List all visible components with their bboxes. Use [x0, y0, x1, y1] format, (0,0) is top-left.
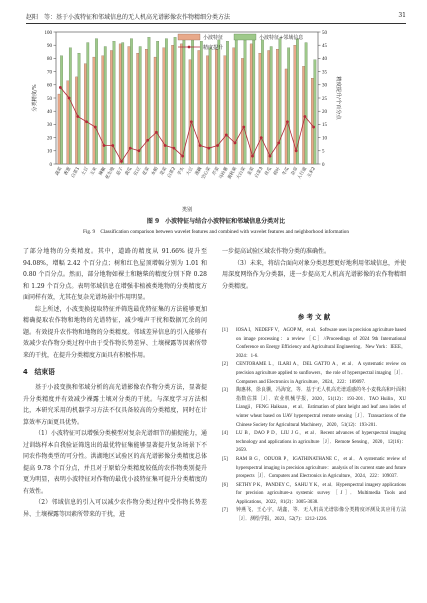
reference-text: LU B，DAO P D，LIU J G，et al．Recent advances of hyperspectral imaging technology and applications in agriculture［J］．Remote Sensing，2020，12(16)：2659.: [236, 431, 406, 454]
reference-item: [222, 456, 406, 482]
bar-wavelet: [110, 50, 112, 164]
bar-wavelet: [233, 48, 235, 164]
y2-tick-label: 10: [322, 136, 327, 142]
bar-wavelet: [84, 64, 86, 164]
x-tick-label: 香葱: [63, 166, 73, 177]
x-tick-label: 杂草: [290, 166, 300, 177]
improvement-point: [312, 126, 315, 129]
improvement-point: [269, 155, 272, 158]
x-tick-label: 花生地: [105, 166, 116, 181]
reference-item: [222, 507, 406, 524]
reference-number: [6]: [222, 482, 228, 488]
reference-text: IOSA I，NEDEFF V，AGOP M，et al．Software uses in precision agriculture based on image processing：a review［C］//Proceedings of 2024 9th International Conference on Energy Efficiency and Agricultural Engineering．New York：IEEE，2024：1-6.: [236, 328, 406, 359]
x-tick-label: 荷叶: [273, 166, 282, 177]
improvement-point: [181, 155, 184, 158]
improvement-point: [286, 120, 289, 123]
bar-wavelet: [276, 49, 278, 164]
improvement-point: [234, 141, 237, 144]
body-paragraph: （3）未来，将结合面向对象分类思想更好地利用邻域信息，并使用深度网络作为分类器，进一步提高无人机高光谱影像的农作物精细分类精度。: [222, 259, 406, 290]
reference-text: RAM B G，ODUOR P，IGATHINATHANE C，et al．A systematic review of hyperspectral imaging in precision agriculture：analysis of its current state and future prospects［J］．Computers and Electronics in Agriculture，2024，222：109037.: [236, 456, 406, 480]
x-tick-label: 冬瓜: [281, 166, 291, 177]
y2-tick-label: 40: [322, 57, 327, 63]
body-paragraph: 综上所述，小波变换提取特征并筛选最优特征集的方法能够更加精确提取农作物和地物的光谱特征，减少噪声干扰和数据冗余的问题。有效提升农作物和地物的分类精度。邻域差异信息的引入能够有效减少农作物分类过程中由于受作物长势差异、土壤裸露等因素所带来的干扰，在提升分类精度方面具有积极作用。: [23, 305, 207, 359]
x-tick-label: 马铃薯: [218, 166, 230, 181]
bar-wavelet-neighborhood: [314, 60, 316, 164]
reference-text: SETHY P K，PANDEY C，SAHU Y K，et al．Hyperspectral imagery applications for precision agriculture-a systemic survey［J］．Multimedia Tools and Applications，2022，81(2)：3005-3038.: [236, 482, 406, 505]
bar-wavelet: [189, 60, 191, 164]
reference-number: [7]: [222, 508, 228, 514]
improvement-point: [304, 115, 307, 118]
bar-wavelet-neighborhood: [60, 56, 62, 164]
reference-item: [222, 430, 406, 456]
bar-wavelet-neighborhood: [253, 40, 255, 164]
y-tick-label: 0: [49, 162, 52, 168]
y-tick-label: 20: [47, 136, 52, 142]
improvement-line: [60, 87, 313, 161]
bar-wavelet-neighborhood: [261, 40, 263, 164]
bar-wavelet: [268, 50, 270, 164]
legend-label-wavelet: 小波特征: [203, 35, 224, 41]
references-title: 参 考 文 献: [297, 313, 331, 321]
y-tick-label: 80: [47, 57, 52, 63]
y2-tick-label: 50: [322, 30, 327, 36]
y-tick-label: 60: [47, 83, 52, 89]
improvement-point: [164, 144, 167, 147]
bar-wavelet: [119, 44, 121, 164]
improvement-point: [138, 149, 141, 152]
bar-wavelet-neighborhood: [139, 47, 141, 164]
improvement-point: [190, 120, 193, 123]
x-tick-label: 白菜1: [70, 166, 82, 180]
bar-wavelet-neighborhood: [95, 39, 97, 164]
bar-wavelet-neighborhood: [270, 47, 272, 164]
reference-number: [3]: [222, 388, 228, 394]
bar-wavelet: [241, 58, 243, 164]
y-tick-label: 90: [47, 44, 52, 49]
improvement-point: [216, 144, 219, 147]
improvement-point: [94, 126, 97, 129]
improvement-point: [129, 147, 132, 150]
improvement-point: [59, 86, 62, 89]
x-tick-label: 白菜2: [167, 166, 178, 180]
y2-tick-label: 35: [322, 70, 327, 76]
bar-wavelet-neighborhood: [148, 37, 150, 164]
bar-wavelet: [180, 44, 182, 164]
x-tick-label: 辣椒: [98, 166, 108, 177]
x-tick-label: 玉米: [89, 166, 99, 177]
page-number: 31: [398, 12, 406, 19]
improvement-point: [242, 126, 245, 129]
figure-9-chart: [0, 28, 427, 214]
y2-tick-label: 15: [322, 123, 327, 129]
x-tick-label: 黄瓜: [124, 166, 134, 177]
x-tick-label: 大豆: [185, 166, 195, 177]
bar-wavelet-neighborhood: [279, 39, 281, 164]
x-axis-label: 类别: [181, 207, 193, 213]
improvement-point: [277, 141, 280, 144]
x-tick-label: 玉米2: [306, 166, 317, 180]
bar-wavelet-neighborhood: [183, 40, 185, 164]
y2-tick-label: 30: [322, 83, 327, 89]
improvement-point: [207, 147, 210, 150]
y2-tick-label: 5: [322, 149, 325, 155]
y2-tick-label: 0: [322, 162, 325, 168]
improvement-point: [85, 120, 88, 123]
left-column: [23, 246, 207, 520]
bar-wavelet-neighborhood: [191, 39, 193, 164]
bar-wavelet-neighborhood: [87, 43, 89, 164]
x-tick-label: 丝瓜: [264, 166, 274, 177]
bar-wavelet-neighborhood: [174, 37, 176, 164]
reference-number: [1]: [222, 328, 228, 333]
improvement-point: [120, 160, 123, 163]
improvement-point: [260, 136, 263, 139]
x-tick-label: 豇豆: [133, 166, 143, 177]
y2-axis-label: 精度提升/个百分点: [335, 76, 341, 120]
x-tick-label: 空心菜: [201, 166, 213, 181]
bar-wavelet-neighborhood: [209, 48, 211, 164]
bar-wavelet-neighborhood: [244, 40, 246, 164]
y-axis-label: 分类精度/%: [32, 84, 38, 112]
bar-wavelet-neighborhood: [287, 48, 289, 164]
bar-wavelet-neighborhood: [235, 37, 237, 164]
body-paragraph: 一步提高试验区域农作物分类的准确性。: [222, 248, 331, 255]
body-paragraph: （2）邻域信息的引入可以减少农作物分类过程中受作物长势差异、土壤裸露等因素所带来的干扰，进: [23, 499, 207, 518]
improvement-point: [173, 147, 176, 150]
legend-swatch-neighborhood: [234, 34, 256, 40]
improvement-point: [225, 134, 228, 137]
header-rule: [26, 23, 406, 24]
x-tick-label: 人行道: [297, 166, 309, 181]
reference-item: [222, 482, 406, 508]
reference-item: [222, 327, 406, 361]
legend-label-improvement: 精度提升: [203, 45, 224, 51]
y2-tick-label: 25: [322, 96, 327, 102]
body-paragraph: 了部分地物的分类精度。其中，道路的精度从 91.66% 提升至 94.08%，增幅 2.42 个百分点；树和红色屋顶增幅分别为 1.01 和 0.80 个百分点。然而，部分地物如裸土和糖柴的精度分别下降 0.28 和 1.29 个百分点。表明邻域信息在增强非植被类地物的分类精度方面同样有效，尤其在复杂光谱场景中作用明显。: [23, 248, 207, 301]
bar-wavelet: [311, 78, 313, 164]
improvement-point: [155, 131, 158, 134]
bar-wavelet: [102, 56, 104, 164]
bar-wavelet: [154, 57, 156, 164]
bar-wavelet-neighborhood: [305, 43, 307, 164]
section-title: 4 结束语: [23, 368, 55, 376]
improvement-point: [295, 149, 298, 152]
bar-wavelet: [137, 53, 139, 164]
y-tick-label: 30: [47, 123, 52, 129]
right-column: [222, 246, 406, 525]
body-paragraph: （1）小波特征可以增强分类模型对复杂光谱细节的捕捉能力，通过训练样本自我验证筛选出的最优特征集能够显著提升复杂场景下不同农作物类型的可分性。洪湖地区试验区的高光谱影像分类精度总体提高 9.78 个百分点，并且对于原始分类精度较低的农作物类别提升更为明显，表明小波特征对作物的最优小波特征集可提升分类精度的有效性。: [23, 430, 207, 495]
bar-wavelet: [128, 47, 130, 164]
bar-wavelet: [75, 77, 77, 164]
x-tick-label: 蔬菜: [54, 166, 64, 177]
bar-wavelet-neighborhood: [69, 48, 71, 164]
reference-text: CENTORAME L，ILARI A，DEL GATTO A，et al．A systematic review on precision agriculture applied to sunflowers，the role of hyperspectral imaging［J］．Computers and Electronics in Agriculture，2024，222：109097.: [236, 362, 406, 385]
x-tick-label: 芋头: [177, 166, 186, 177]
body-paragraph: 基于小波变换和邻域分析的高光谱影像农作物分类方法，显著提升分类精度并有效减少裸露土壤对分类的干扰。与深度学习方法相比，本研究采用的机器学习方法不仅具备较高的分类精度，同时在计算效率方面更具优势。: [23, 384, 207, 426]
bar-wavelet: [259, 53, 261, 164]
bar-wavelet: [198, 50, 200, 164]
bar-wavelet-neighborhood: [78, 53, 80, 164]
improvement-point: [199, 144, 202, 147]
improvement-point: [251, 155, 254, 158]
legend-label-neighborhood: 小波特征+邻域信息: [259, 35, 304, 41]
header-title: 赵阳 等：基于小波特征和邻域信息的无人机高光谱影像农作物精细分类方法: [26, 14, 231, 21]
x-tick-label: 莲藕: [194, 166, 204, 177]
x-tick-label: 芹菜: [212, 166, 221, 177]
bar-wavelet: [67, 81, 69, 164]
bar-wavelet: [224, 56, 226, 164]
bar-wavelet: [93, 57, 95, 164]
y2-tick-label: 45: [322, 44, 327, 49]
legend-swatch-wavelet: [178, 34, 200, 40]
bar-wavelet-neighborhood: [226, 41, 228, 164]
x-tick-label: 白菜3: [254, 166, 265, 180]
reference-text: 陶惠林，徐良骥，冯海宽，等．基于无人机高光谱遥感的冬小麦株高和叶面积指数估算［J］．农业机械学报，2020，51(12)：193-201．TAO Huilin，XU Liangji，FENG Haikuan，et al．Estimation of plant height and leaf area index of winter wheat based on UAV hyperspectral remote sensing［J］．Transactions of the Chinese Society for Agricultural Machinery，2020，51(12)：193-201.: [236, 388, 406, 428]
x-tick-label: 大白菜: [236, 166, 247, 181]
bar-wavelet: [145, 49, 147, 164]
reference-text: 钟燕飞，王心宇，胡鑫，等．无人机高光谱影像分类精度评测及其应用方法［J］．测绘学报，2023，52(7)：1212-1226.: [236, 508, 406, 523]
y-tick-label: 10: [47, 149, 52, 155]
figure-caption-zh: 图 9 小波特征与结合小波特征和邻域信息分类对比: [146, 218, 286, 225]
bar-wavelet: [171, 45, 173, 164]
improvement-point: [103, 144, 106, 147]
improvement-point: [111, 144, 114, 147]
y-tick-label: 70: [47, 70, 52, 76]
x-tick-label: 水稻: [150, 166, 160, 177]
y-tick-label: 50: [47, 96, 52, 102]
improvement-point: [76, 115, 79, 118]
reference-number: [5]: [222, 456, 228, 462]
legend-marker-improvement: [188, 46, 191, 49]
x-tick-label: 苋菜: [159, 166, 169, 177]
y-tick-label: 100: [44, 30, 52, 36]
bar-wavelet: [58, 94, 60, 164]
bar-wavelet-neighborhood: [122, 43, 124, 164]
running-header: [26, 11, 406, 23]
y-tick-label: 40: [47, 110, 52, 115]
figure-caption-en: Fig. 9 Classification comparison between wavelet features and combined with wavelet features and neighborhood information: [83, 229, 349, 235]
y2-tick-label: 20: [322, 110, 327, 115]
reference-number: [4]: [222, 431, 228, 437]
x-tick-label: 韭菜: [247, 166, 256, 177]
x-tick-label: 茄子: [116, 166, 125, 177]
reference-number: [2]: [222, 362, 228, 368]
reference-item: [222, 387, 406, 430]
x-tick-label: 土豆: [81, 166, 90, 177]
x-tick-label: 花菜: [142, 166, 151, 177]
improvement-point: [68, 97, 71, 100]
x-tick-label: 黄秋葵: [227, 166, 239, 181]
improvement-point: [146, 139, 149, 142]
reference-item: [222, 361, 406, 387]
bar-wavelet: [250, 44, 252, 164]
bar-wavelet: [285, 69, 287, 164]
bar-wavelet-neighborhood: [130, 39, 132, 164]
bar-wavelet-neighborhood: [156, 41, 158, 164]
